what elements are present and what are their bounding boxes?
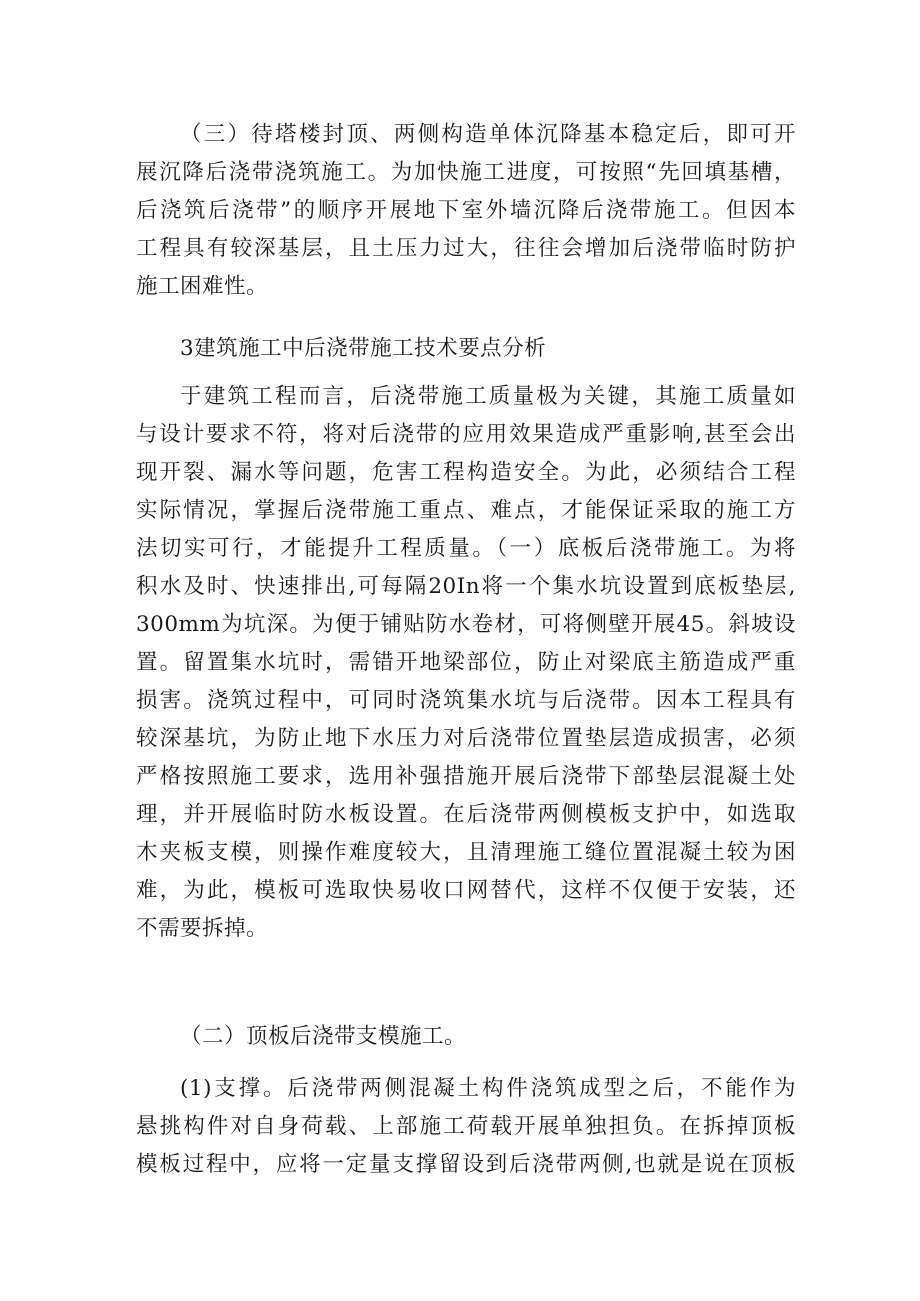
text-line: 悬挑构件对自身荷载、上部施工荷载开展单独担负。在拆掉顶板 <box>136 1114 796 1139</box>
paragraph-support <box>136 1070 796 1184</box>
text-line: 严格按照施工要求，选用补强措施开展后浇带下部垫层混凝土处 <box>136 764 796 789</box>
text-line: 现开裂、漏水等问题，危害工程构造安全。为此，必须结合工程 <box>136 460 796 485</box>
text-line: 木夹板支模，则操作难度较大，且清理施工缝位置混凝土较为困 <box>136 840 796 865</box>
text-line: 后浇筑后浇带”的顺序开展地下室外墙沉降后浇带施工。但因本 <box>136 198 796 223</box>
text-line: （三）待塔楼封顶、两侧构造单体沉降基本稳定后，即可开 <box>180 122 796 147</box>
text-line: 于建筑工程而言，后浇带施工质量极为关键，其施工质量如 <box>180 384 796 409</box>
text-line: 与设计要求不符，将对后浇带的应用效果造成严重影响,甚至会出 <box>136 422 796 447</box>
text-line: 置。留置集水坑时，需错开地梁部位，防止对梁底主筋造成严重 <box>136 650 796 675</box>
text-line: (1)支撑。后浇带两侧混凝土构件浇筑成型之后，不能作为 <box>180 1076 796 1101</box>
text-line: 工程具有较深基层，且土压力过大，往往会增加后浇带临时防护 <box>136 236 796 261</box>
text-line: 积水及时、快速排出,可每隔20In将一个集水坑设置到底板垫层, <box>136 574 796 599</box>
text-line: 损害。浇筑过程中，可同时浇筑集水坑与后浇带。因本工程具有 <box>136 688 796 713</box>
text-line: 展沉降后浇带浇筑施工。为加快施工进度，可按照“先回填基槽， <box>136 160 796 185</box>
text-line: 法切实可行，才能提升工程质量。（一）底板后浇带施工。为将 <box>136 536 796 561</box>
text-line: 不需要拆掉。 <box>136 916 269 941</box>
text-line: 施工困难性。 <box>136 274 269 299</box>
subsection-heading: （二）顶板后浇带支模施工。 <box>180 1024 467 1049</box>
text-line: 模板过程中，应将一定量支撑留设到后浇带两侧,也就是说在顶板 <box>136 1152 796 1177</box>
text-line: 难，为此，模板可选取快易收口网替代，这样不仅便于安装，还 <box>136 878 796 903</box>
section-heading: 3建筑施工中后浇带施工技术要点分析 <box>180 336 547 361</box>
text-line: 理，并开展临时防水板设置。在后浇带两侧模板支护中，如选取 <box>136 802 796 827</box>
paragraph-key-points <box>136 378 796 948</box>
paragraph-settlement-pour <box>136 116 796 306</box>
text-line: 300mm为坑深。为便于铺贴防水卷材，可将侧壁开展45。斜坡设 <box>136 612 796 637</box>
text-line: 较深基坑，为防止地下水压力对后浇带位置垫层造成损害，必须 <box>136 726 796 751</box>
text-line: 实际情况，掌握后浇带施工重点、难点，才能保证采取的施工方 <box>136 498 796 523</box>
